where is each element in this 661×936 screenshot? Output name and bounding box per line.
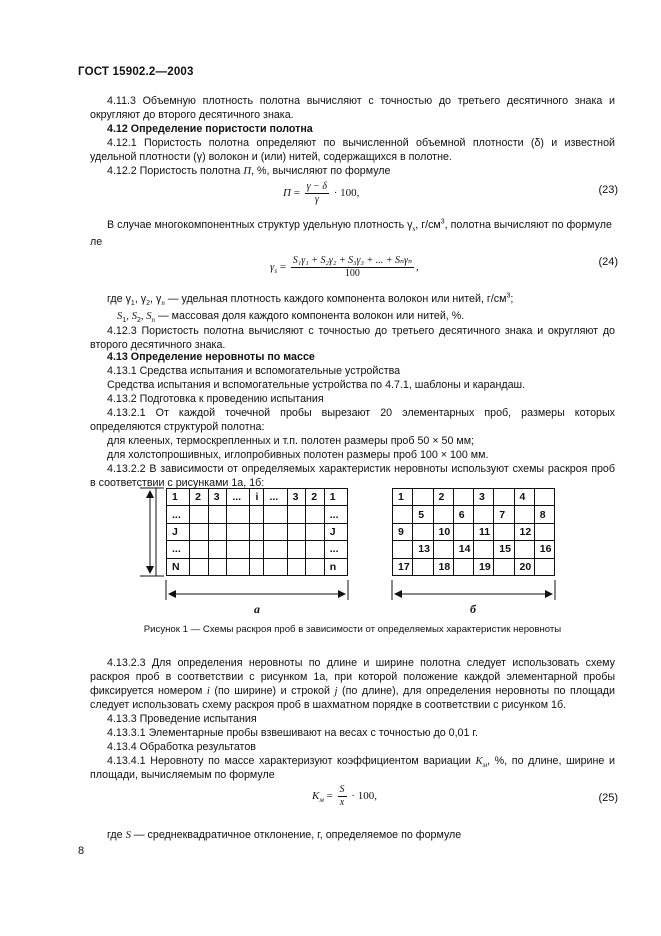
grid-a-cell: 1: [324, 489, 347, 506]
grid-b-cell: 4: [514, 489, 534, 506]
where-gamma: где $\gamma_1$, $\gamma_2$, $\gamma_n$ — удельная плотность каждого компонента волокон или нитей, $г/см^3$;: [107, 292, 514, 308]
paragraph-glued: для клееных, термоскрепленных и т.п. полотен размеры проб 50 × 50 мм;: [107, 435, 475, 447]
grid-b-cell: 18: [433, 558, 453, 575]
grid-a-cell: N: [167, 558, 190, 575]
grid-b-cell: 15: [494, 541, 514, 558]
paragraph-4-13-3: 4.13.3 Проведение испытания: [107, 713, 257, 725]
paragraph-4-12-2: 4.12.2 Пористость полотна П, %, вычисляют по формуле: [107, 165, 391, 177]
grid-b-cell: 8: [534, 506, 554, 523]
formula-24: $\gamma_s$ = $\frac{\text{S₁γ₁ + S₂γ₂ + S₃γ₃ + ... + Sₙγₙ}}{100}$ ,: [270, 255, 419, 279]
paragraph-4-13-1-text: Средства испытания и вспомогательные устройства по 4.7.1, шаблоны и карандаш.: [107, 379, 526, 391]
paragraph-4-11-3: 4.11.3 Объемную плотность полотна вычисляют с точностью до третьего десятичного знака и округляют до второго десятичного знака.: [90, 95, 615, 121]
grid-b-cell: 11: [474, 523, 494, 540]
grid-b-cell: 1: [393, 489, 413, 506]
grid-a-cell: n: [324, 558, 347, 575]
page-number: 8: [78, 845, 85, 857]
equation-number-25: (25): [598, 792, 618, 804]
grid-b-cell: 14: [453, 541, 473, 558]
grid-b-cell: 10: [433, 523, 453, 540]
grid-b-cell: 2: [433, 489, 453, 506]
paragraph-4-13-2-1: 4.13.2.1 От каждой точечной пробы вырезают 20 элементарных проб, размеры которых определяются структурой полотна:: [90, 407, 615, 433]
paragraph-4-12-1: 4.12.1 Пористость полотна определяют по вычисленной объемной плотности (δ) и известной удельной плотности (γ) волокон и (или) нитей, содержащихся в полотне.: [90, 137, 615, 163]
grid-b-cell: 19: [474, 558, 494, 575]
grid-b-cell: 17: [393, 558, 413, 575]
grid-a-cell: i: [250, 489, 264, 506]
grid-b-cell: 16: [534, 541, 554, 558]
equation-number-24: (24): [598, 256, 618, 268]
grid-a-cell: 3: [208, 489, 227, 506]
paragraph-4-13-4: 4.13.4 Обработка результатов: [107, 741, 256, 753]
figure-label-b: б: [470, 602, 476, 616]
heading-4-12: 4.12 Определение пористости полотна: [107, 123, 313, 135]
grid-b-cell: 13: [413, 541, 433, 558]
grid-a-cell: ...: [264, 489, 287, 506]
formula-25: $K_м$ = $\frac{S}{x}$ · 100,: [312, 784, 377, 808]
grid-b-cell: 20: [514, 558, 534, 575]
grid-a-cell: J: [324, 523, 347, 540]
grid-a-cell: J: [167, 523, 190, 540]
paragraph-4-13-4-1: 4.13.4.1 Неровноту по массе характеризуют коэффициентом вариации $K_м$, %, по длине, ширине и площади, вычисляемым по формуле: [90, 755, 615, 781]
paragraph-multicomponent-cont: ле: [90, 236, 103, 248]
figure-label-a: а: [254, 602, 260, 616]
grid-b-cell: 3: [474, 489, 494, 506]
grid-b-cell: 6: [453, 506, 473, 523]
paragraph-4-13-2-3: 4.13.2.3 Для определения неровноты по длине и ширине полотна следует использовать схему раскроя проб в соответствии с рисунком 1а, при которой положение каждой элементарной пробы фиксируется номером i (по ширине) и строкой j (по длине), для определения неровноты по площади следует использовать схему раскроя проб в шахматном порядке в соответствии с рисунком 1б.: [90, 657, 615, 711]
grid-b-cell: 12: [514, 523, 534, 540]
grid-a-cell: 1: [167, 489, 190, 506]
paragraph-4-13-3-1: 4.13.3.1 Элементарные пробы взвешивают на весах с точностью до 0,01 г.: [107, 727, 478, 739]
grid-a-cell: ...: [167, 541, 190, 558]
paragraph-4-13-2-2: 4.13.2.2 В зависимости от определяемых характеристик неровноты используют схемы раскроя проб в соответствии с рисунками 1а, 1б:: [90, 463, 615, 489]
grid-b-cell: 9: [393, 523, 413, 540]
grid-a-cell: ...: [324, 541, 347, 558]
paragraph-4-13-1: 4.13.1 Средства испытания и вспомогательные устройства: [107, 365, 401, 377]
grid-a-cell: 2: [190, 489, 209, 506]
paragraph-multicomponent: В случае многокомпонентных структур удельную плотность $\gamma_s$, $г/см^3$, полотна вычисляют по формуле: [107, 218, 612, 234]
where-s: $S_1$, $S_2$, $S_n$ — массовая доля каждого компонента волокон или нитей, %.: [117, 310, 465, 325]
grid-a-cell: 2: [306, 489, 325, 506]
equation-number-23: (23): [598, 184, 618, 196]
where-s-deviation: где S — среднеквадратичное отклонение, г, определяемое по формуле: [107, 829, 462, 841]
grid-b-cell: 7: [494, 506, 514, 523]
grid-a-cell: ...: [167, 506, 190, 523]
grid-a-cell: ...: [324, 506, 347, 523]
grid-b-cell: 5: [413, 506, 433, 523]
grid-a-cell: 3: [287, 489, 306, 506]
document-header: ГОСТ 15902.2—2003: [78, 66, 194, 78]
figure-caption: Рисунок 1 — Схемы раскроя проб в зависимости от определяемых характеристик неровноты: [143, 624, 562, 635]
grid-a-cell: ...: [227, 489, 250, 506]
paragraph-stitched: для холстопрошивных, иглопробивных полотен размеры проб 100 × 100 мм.: [107, 449, 489, 461]
formula-23: П = $\frac{\gamma - \delta}{\gamma}$ · 100,: [283, 181, 360, 205]
heading-4-13: 4.13 Определение неровноты по массе: [107, 351, 315, 363]
paragraph-4-12-3: 4.12.3 Пористость полотна вычисляют с точностью до третьего десятичного знака и округляют до второго десятичного знака.: [90, 325, 615, 351]
paragraph-4-13-2: 4.13.2 Подготовка к проведению испытания: [107, 393, 324, 405]
